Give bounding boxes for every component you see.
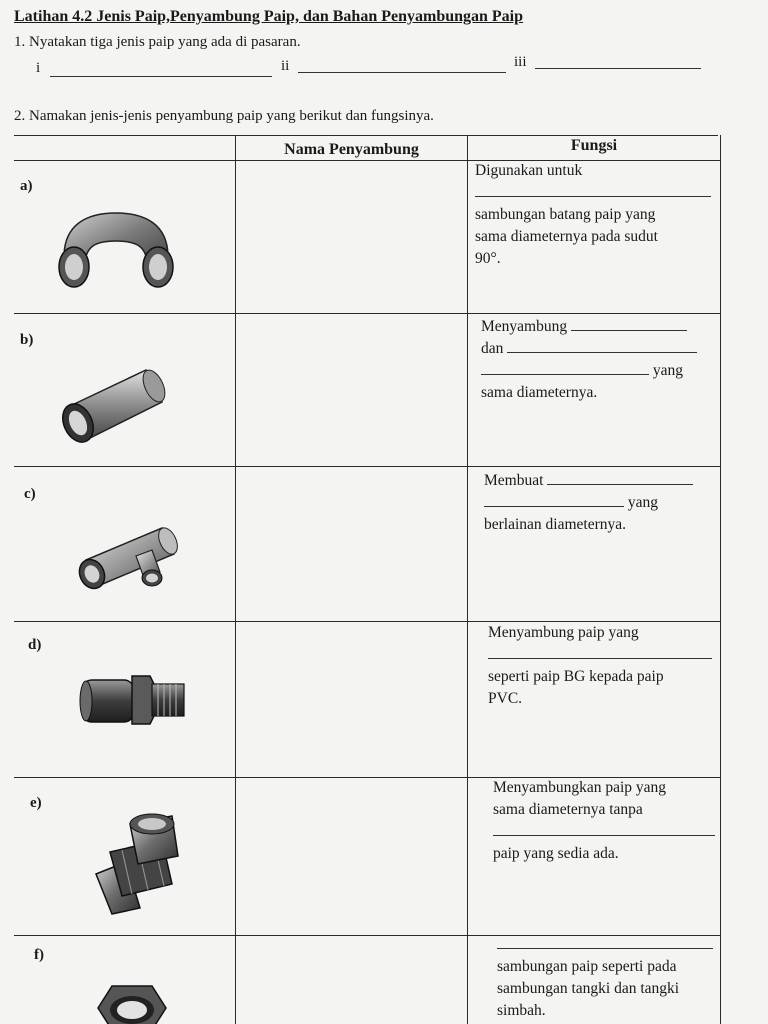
fn-c-blank-1[interactable] <box>547 470 693 485</box>
fn-c-blank-2[interactable] <box>484 492 624 507</box>
fn-c-line-1 <box>484 470 716 492</box>
fn-e-blank-line[interactable] <box>493 821 717 843</box>
row-label-a: a) <box>20 178 33 194</box>
fn-a-line-4: sama diameternya pada sudut <box>475 228 658 245</box>
fn-c-line-3: berlainan diameternya. <box>484 516 627 533</box>
function-text-a <box>475 160 715 270</box>
elbow-fitting-icon <box>56 205 176 295</box>
function-text-c <box>484 470 716 536</box>
fn-f-blank-line[interactable] <box>497 934 717 956</box>
fn-c-word-1: Membuat <box>484 472 544 489</box>
question-1-text: 1. Nyatakan tiga jenis paip yang ada di pasaran. <box>14 34 301 50</box>
worksheet-title: Latihan 4.2 Jenis Paip,Penyambung Paip, dan Bahan Penyambungan Paip <box>14 8 524 25</box>
socket-coupling-icon <box>58 362 170 448</box>
fn-b-line-3 <box>481 360 717 382</box>
tee-fitting-icon <box>74 520 182 596</box>
row-divider-b <box>14 466 720 467</box>
header-nama-penyambung: Nama Penyambung <box>284 141 419 158</box>
row-label-f: f) <box>34 947 44 963</box>
question-2-text: 2. Namakan jenis-jenis penyambung paip yang berikut dan fungsinya. <box>14 108 434 124</box>
table-top-border <box>14 135 718 136</box>
row-label-b: b) <box>20 332 34 348</box>
fn-d-line-1: Menyambung paip yang <box>488 624 639 641</box>
fn-b-line-1 <box>481 316 717 338</box>
union-fitting-icon <box>92 812 182 916</box>
fn-f-line-2: sambungan paip seperti pada <box>497 958 677 975</box>
q1-blank-i-line[interactable] <box>50 76 272 77</box>
row-divider-a <box>14 313 720 314</box>
fn-b-word-3: yang <box>652 362 684 379</box>
fn-b-word-2: dan <box>481 340 504 357</box>
function-text-f <box>497 934 717 1022</box>
header-fungsi: Fungsi <box>570 137 618 154</box>
fn-f-line-4: simbah. <box>497 1002 546 1019</box>
col-divider-1 <box>235 135 236 1024</box>
fn-b-blank-2[interactable] <box>507 338 697 353</box>
fn-d-line-4: PVC. <box>488 690 523 707</box>
q1-blank-ii-label: ii <box>281 58 290 74</box>
fn-e-line-2: sama diameternya tanpa <box>493 801 643 818</box>
q1-blank-ii-line[interactable] <box>298 72 506 73</box>
fn-c-line-2 <box>484 492 716 514</box>
function-text-d <box>488 622 716 710</box>
col-divider-2 <box>467 135 468 1024</box>
row-label-e: e) <box>30 795 42 811</box>
fn-b-blank-1[interactable] <box>571 316 687 331</box>
table-right-border <box>720 135 721 1024</box>
fn-b-word-1: Menyambung <box>481 318 568 335</box>
fn-a-line-3: sambungan batang paip yang <box>475 206 656 223</box>
function-text-e <box>493 777 717 865</box>
row-label-c: c) <box>24 486 36 502</box>
fn-b-line-2 <box>481 338 717 360</box>
hex-nut-fitting-icon <box>90 980 174 1024</box>
fn-e-line-1: Menyambungkan paip yang <box>493 779 667 796</box>
fn-b-line-4: sama diameternya. <box>481 384 598 401</box>
function-text-b <box>481 316 717 404</box>
q1-blank-iii-line[interactable] <box>535 68 701 69</box>
row-label-d: d) <box>28 637 42 653</box>
fn-f-line-3: sambungan tangki dan tangki <box>497 980 680 997</box>
q1-blank-iii-label: iii <box>514 54 527 70</box>
fn-a-line-5: 90°. <box>475 250 501 267</box>
q1-blank-i-label: i <box>36 60 41 76</box>
fn-d-line-3: seperti paip BG kepada paip <box>488 668 664 685</box>
fn-a-blank-line[interactable] <box>475 182 715 204</box>
fn-d-blank-line[interactable] <box>488 644 716 666</box>
fn-e-line-4: paip yang sedia ada. <box>493 845 619 862</box>
fn-b-blank-3[interactable] <box>481 360 649 375</box>
fn-c-word-2: yang <box>627 494 659 511</box>
adapter-fitting-icon <box>76 672 190 728</box>
fn-a-line-1: Digunakan untuk <box>475 162 583 179</box>
